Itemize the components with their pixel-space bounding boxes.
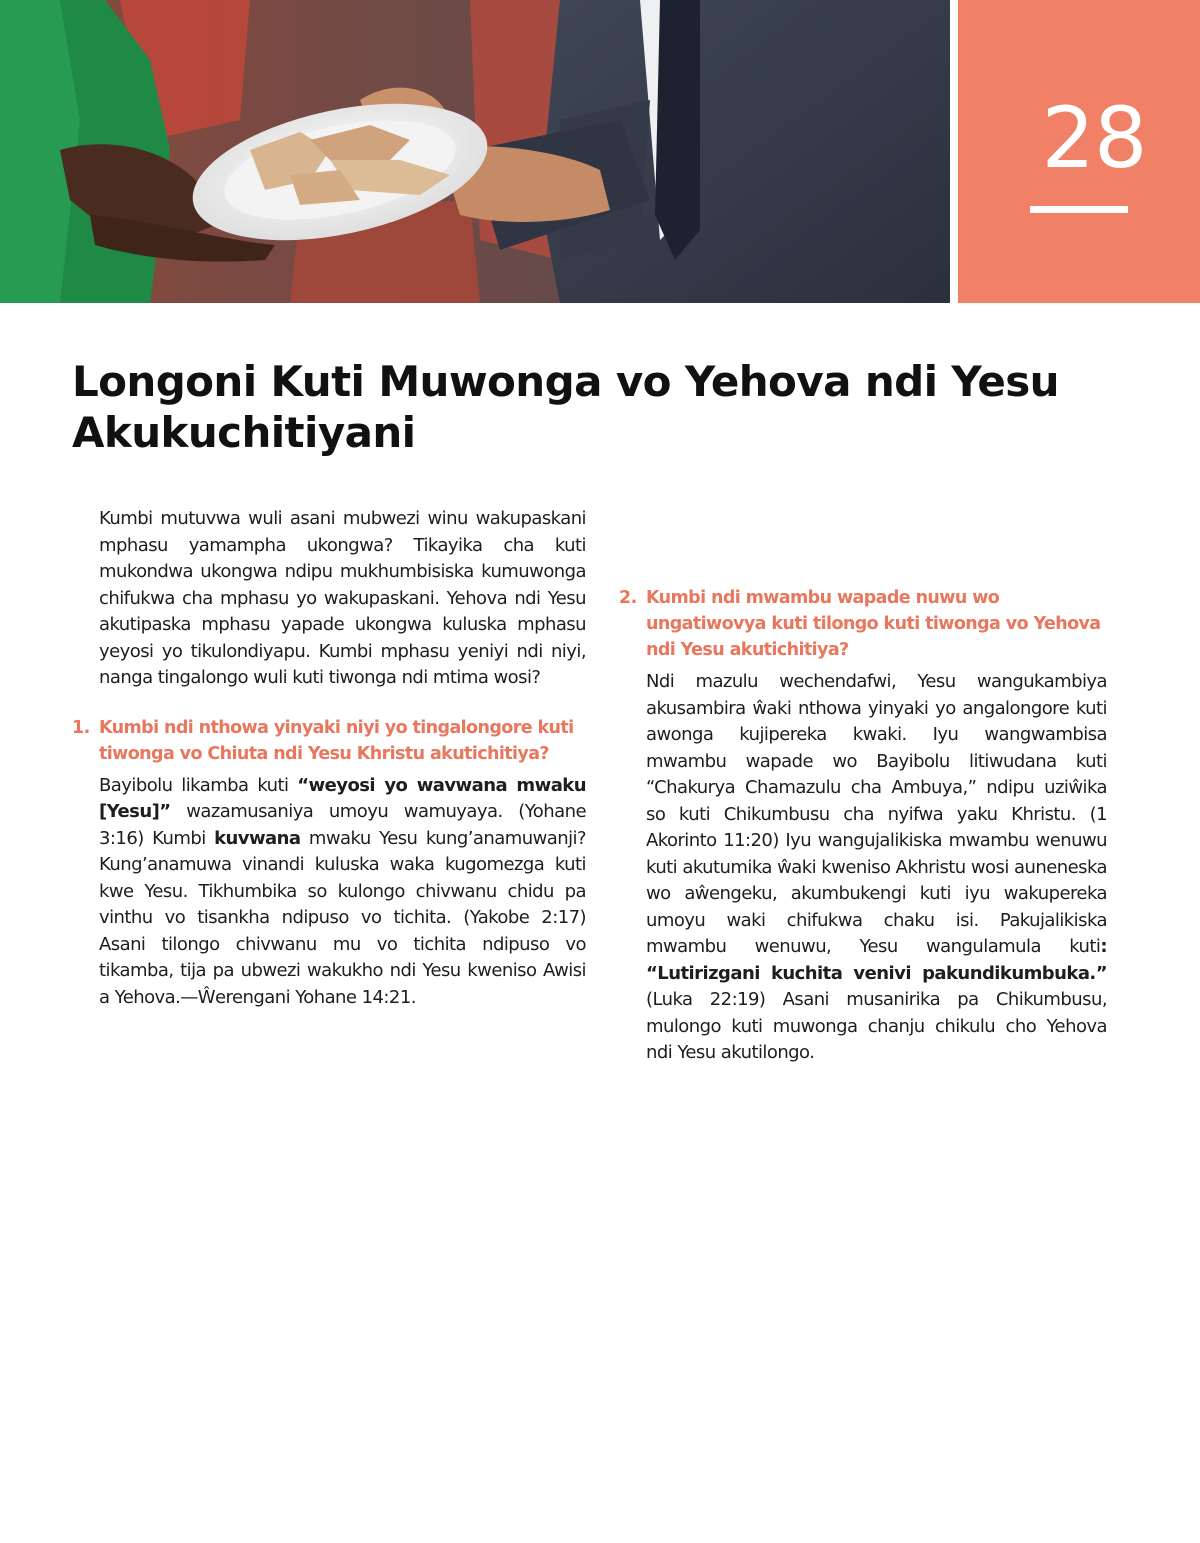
header-photo (0, 0, 950, 303)
lesson-number: 28 (1041, 89, 1147, 187)
answer-2-bold-quote: : “Lutirizgani kuchita venivi pakundikumbuka.” (646, 936, 1107, 984)
intro-paragraph: Kumbi mutuvwa wuli asani mubwezi winu wakupaskani mphasu yamampha ukongwa? Tikayika cha kuti mukondwa ukongwa ndipu mukhumbisiska kumuwonga chifukwa cha mphasu yo wakupaskani. Yehova ndi Yesu akutipaska mphasu yapade ukongwa kuluska mphasu yeyosi yo tikulondiyapu. Kumbi mphasu yeniyi ndi niyi, nanga tingalongo wuli kuti tiwonga ndi mtima wosi? (99, 508, 586, 688)
lesson-badge (958, 0, 1200, 303)
question-2-text: Kumbi ndi mwambu wapade nuwu wo ungatiwovya kuti tilongo kuti tiwonga vo Yehova ndi Yesu akutichitiya? (646, 588, 1101, 660)
communion-bread-plate-image (0, 0, 950, 303)
answer-1-text-e: mwaku Yesu kung’anamuwanji? Kung’anamuwa vinandi kuluska waka kugomezga kuti kwe Yesu. Tikhumbika so kulongo chivwanu chidu pa vinthu vo tisankha ndipuso vo tichita. (Yakobe 2:17) Asani tilongo chivwanu mu vo tichita ndipuso vo tikamba, tija pa ubwezi wakukho ndi Yesu kweniso Awisi a Yehova.—Ŵerengani Yohane 14:21. (99, 827, 586, 1008)
right-column (619, 506, 1107, 1067)
answer-2-text-c: (Luka 22:19) Asani musanirika pa Chikumbusu, mulongo kuti muwonga chanju chikulu cho Yehova ndi Yesu akutilongo. (646, 989, 1107, 1063)
question-1-text: Kumbi ndi nthowa yinyaki niyi yo tingalongore kuti tiwonga vo Chiuta ndi Yesu Khristu akutichitiya? (99, 717, 574, 764)
answer-1-paragraph (99, 773, 586, 1012)
lesson-number-underline (1030, 206, 1128, 213)
answer-2-paragraph (646, 669, 1107, 1067)
question-1-number: 1. (72, 717, 90, 738)
answer-1-bold-quote: “weyosi yo wavwana mwaku [Yesu]” (99, 774, 586, 822)
answer-1-bold-word: kuvwana (214, 827, 301, 849)
page-title: Longoni Kuti Muwonga vo Yehova ndi Yesu Akukuchitiyani (72, 357, 1059, 457)
left-column (72, 506, 586, 1011)
question-2 (619, 585, 1107, 663)
answer-2-text-a: Ndi mazulu wechendafwi, Yesu wangukambiya akusambira ŵaki nthowa yinyaki yo angalongore kuti awonga kujipereka kwaki. Iyu wangwambisa mwambu wapade wo Bayibolu litiwudana kuti “Chakurya Chamazulu cha Ambuya,” ndipu uziŵika so kuti Chikumbusu cha nyifwa yaku Khristu. (1 Akorinto 11:20) Iyu wangujalikiska mwambu wenuwu kuti akutumika ŵaki kweniso Akhristu wosi auneneska wo aŵengeku, akumbukengi kuti iyu wakupereka umoyu waki chifukwa chaku isi. Pakujalikiska mwambu wenuwu, Yesu wangulamula kuti (646, 671, 1107, 957)
question-2-number: 2. (619, 588, 637, 608)
question-1 (72, 715, 586, 767)
answer-1-text-a: Bayibolu likamba kuti (99, 774, 298, 796)
answer-1-text-c: wazamusaniya umoyu wamuyaya. (Yohane 3:16) Kumbi (99, 801, 586, 849)
